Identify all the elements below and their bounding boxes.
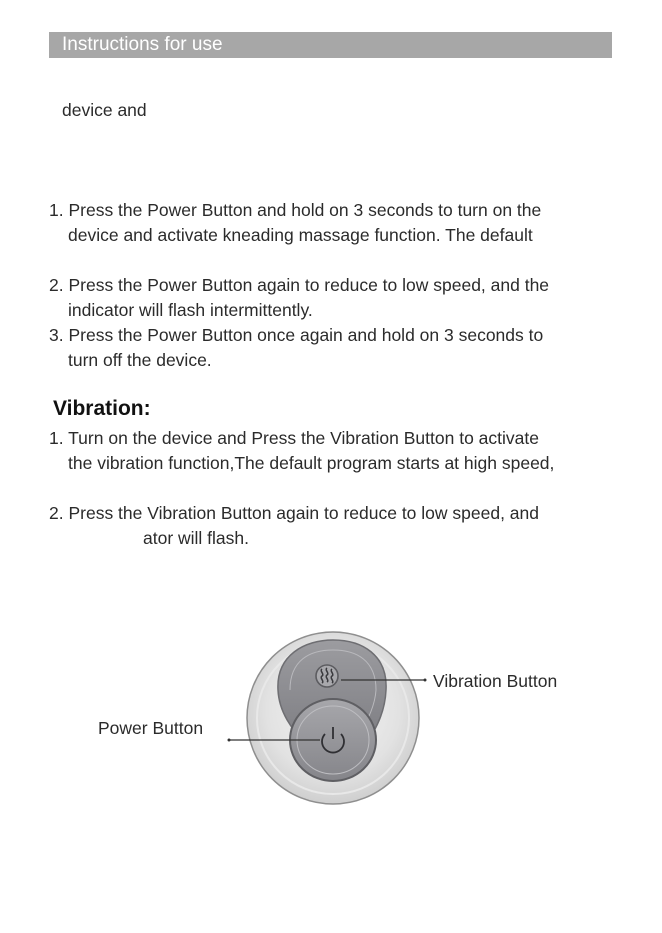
intro-fragment: device and <box>62 100 147 120</box>
vibration-button-label: Vibration Button <box>433 671 558 691</box>
vibration-step2-line1: 2. Press the Vibration Button again to reduce to low speed, and <box>49 503 539 523</box>
section-header-bar <box>49 32 612 58</box>
control-panel-diagram <box>0 600 662 830</box>
power-step2-line2: indicator will flash intermittently. <box>68 300 313 320</box>
power-step3-line2: turn off the device. <box>68 350 212 370</box>
vibration-step1-line1: 1. Turn on the device and Press the Vibration Button to activate <box>49 428 539 448</box>
vibration-section-title: Vibration: <box>53 397 151 420</box>
power-button-label: Power Button <box>98 718 204 738</box>
vibration-step2-line2: ator will flash. <box>143 528 250 548</box>
power-step1-line1: 1. Press the Power Button and hold on 3 seconds to turn on the <box>49 200 542 220</box>
power-step3-line1: 3. Press the Power Button once again and hold on 3 seconds to <box>49 325 544 345</box>
power-step1-line2: device and activate kneading massage function. The default <box>68 225 533 245</box>
section-header-title: Instructions for use <box>62 34 223 55</box>
vibration-step1-line2: the vibration function,The default program starts at high speed, <box>68 453 555 473</box>
vibration-icon <box>316 665 338 687</box>
power-step2-line1: 2. Press the Power Button again to reduce to low speed, and the <box>49 275 550 295</box>
